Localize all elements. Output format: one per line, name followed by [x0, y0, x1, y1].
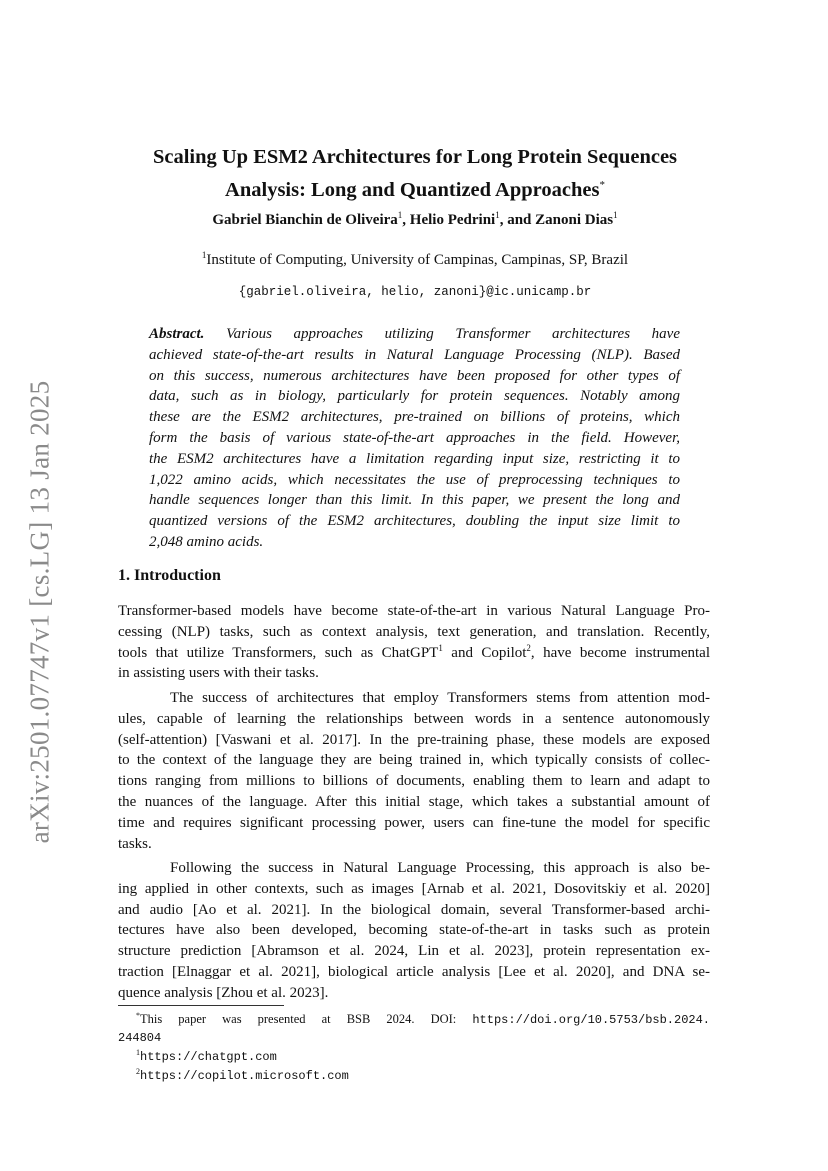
title-line-1: Scaling Up ESM2 Architectures for Long Protein Sequences	[152, 146, 678, 168]
chatgpt-url[interactable]: https://chatgpt.com	[140, 1050, 277, 1064]
affiliation-text: Institute of Computing, University of Campinas, Campinas, SP, Brazil	[206, 252, 629, 268]
footnote-ref: 1	[438, 642, 443, 653]
paragraph-line: tectures have also been developed, becoming state-of-the-art in tasks such as protein	[118, 922, 710, 939]
abstract-line: data, such as in biology, particularly for protein sequences. Notably among	[149, 388, 680, 405]
abstract-line	[149, 324, 680, 345]
paragraph-line: tasks.	[118, 835, 152, 852]
author-separator: , and	[499, 212, 536, 228]
doi-link[interactable]: https://doi.org/10.5753/bsb.2024.	[472, 1013, 710, 1027]
abstract-line: handle sequences longer than this limit. In this paper, we present the long and	[149, 492, 680, 509]
paragraph-line-text: and Copilot	[442, 644, 527, 661]
abstract-line: 2,048 amino acids.	[149, 533, 264, 550]
paragraph-line: Following the success in Natural Language Processing, this approach is also be-	[170, 860, 710, 876]
abstract-line: form the basis of various state-of-the-art approaches in the field. However,	[149, 429, 680, 446]
copilot-url[interactable]: https://copilot.microsoft.com	[140, 1069, 349, 1083]
title-footnote-mark: *	[599, 179, 605, 191]
paragraph-line: cessing (NLP) tasks, such as context analysis, text generation, and translation. Recently,	[118, 623, 710, 640]
abstract-line: these are the ESM2 architectures, pre-trained on billions of proteins, which	[149, 409, 680, 426]
footnote-copilot	[118, 1066, 710, 1085]
paragraph-line: Transformer-based models have become state-of-the-art in various Natural Language Pro-	[118, 603, 710, 619]
paragraph-line	[118, 643, 710, 664]
paragraph-line: time and requires significant processing power, users can fine-tune the model for specific	[118, 814, 710, 831]
footnote-mark: *	[136, 1010, 140, 1020]
footnotes	[118, 1010, 710, 1085]
paragraph-line-text: , have become instrumental	[530, 644, 710, 661]
footnote-divider	[118, 1005, 284, 1006]
author-affil-mark: 1	[397, 210, 403, 220]
footnote-text: This paper was presented at BSB 2024. DOI:	[140, 1012, 473, 1026]
author-name: Zanoni Dias	[535, 212, 614, 228]
abstract-line: quantized versions of the ESM2 architectures, doubling the input size limit to	[149, 513, 680, 530]
author-separator: ,	[402, 212, 410, 228]
arxiv-identifier: arXiv:2501.07747v1 [cs.LG] 13 Jan 2025	[24, 380, 55, 844]
section-heading-introduction: 1. Introduction	[118, 567, 221, 584]
footnote-ref: 2	[526, 642, 531, 653]
footnote-chatgpt	[118, 1047, 710, 1066]
paragraph-line: to the context of the language they are being trained in, which typically consists of collec-	[118, 752, 710, 769]
paragraph-line: quence analysis [Zhou et al. 2023].	[118, 984, 329, 1001]
paragraph-line-text: tools that utilize Transformers, such as ChatGPT	[118, 644, 439, 661]
intro-paragraph-3	[118, 858, 710, 1004]
paragraph-line: ules, capable of learning the relationships between words in a sentence autonomously	[118, 710, 710, 727]
abstract-line: on this success, numerous architectures have been proposed for other types of	[149, 367, 680, 384]
author-name: Helio Pedrini	[409, 212, 496, 228]
author-list	[118, 210, 712, 229]
footnote-presented	[118, 1010, 710, 1029]
author-affil-mark: 1	[613, 210, 618, 220]
title-line-2	[118, 171, 712, 204]
paragraph-line: ing applied in other contexts, such as images [Arnab et al. 2021, Dosovitskiy et al. 2020]	[118, 880, 710, 897]
affiliation-mark: 1	[201, 250, 207, 260]
paragraph-line: traction [Elnaggar et al. 2021], biological article analysis [Lee et al. 2020], and DNA se-	[118, 963, 710, 980]
author-affil-mark: 1	[495, 210, 500, 220]
abstract-line-text: Various approaches utilizing Transformer architectures have	[226, 326, 680, 342]
author-name: Gabriel Bianchin de Oliveira	[212, 212, 398, 228]
affiliation	[118, 250, 712, 269]
author-emails: {gabriel.oliveira, helio, zanoni}@ic.unicamp.br	[238, 285, 592, 299]
abstract-label: Abstract.	[149, 326, 205, 342]
title-line-2-text: Analysis: Long and Quantized Approaches	[225, 178, 600, 201]
paragraph-line: (self-attention) [Vaswani et al. 2017]. In the pre-training phase, these models are exposed	[118, 731, 710, 748]
intro-paragraph-1	[118, 601, 710, 684]
paper-title	[118, 143, 712, 204]
abstract-line: achieved state-of-the-art results in Natural Language Processing (NLP). Based	[149, 346, 680, 363]
paragraph-line: tions ranging from millions to billions of documents, enabling them to learn and adapt to	[118, 773, 710, 790]
paragraph-line: The success of architectures that employ Transformers stems from attention mod-	[170, 690, 710, 706]
paragraph-line: in assisting users with their tasks.	[118, 665, 319, 682]
paragraph-line: the nuances of the language. After this initial stage, which takes a substantial amount of	[118, 793, 710, 810]
abstract	[149, 324, 680, 553]
intro-paragraph-2	[118, 688, 710, 854]
doi-link-continuation[interactable]: 244804	[118, 1031, 162, 1045]
abstract-line: the ESM2 architectures have a limitation regarding input size, restricting it to	[149, 450, 680, 467]
footnote-mark: 2	[136, 1066, 140, 1076]
paragraph-line: and audio [Ao et al. 2021]. In the biological domain, several Transformer-based archi-	[118, 901, 710, 918]
footnote-mark: 1	[136, 1047, 140, 1057]
paragraph-line: structure prediction [Abramson et al. 2024, Lin et al. 2023], protein representation ex-	[118, 943, 710, 960]
abstract-line: 1,022 amino acids, which necessitates the use of preprocessing techniques to	[149, 471, 680, 488]
